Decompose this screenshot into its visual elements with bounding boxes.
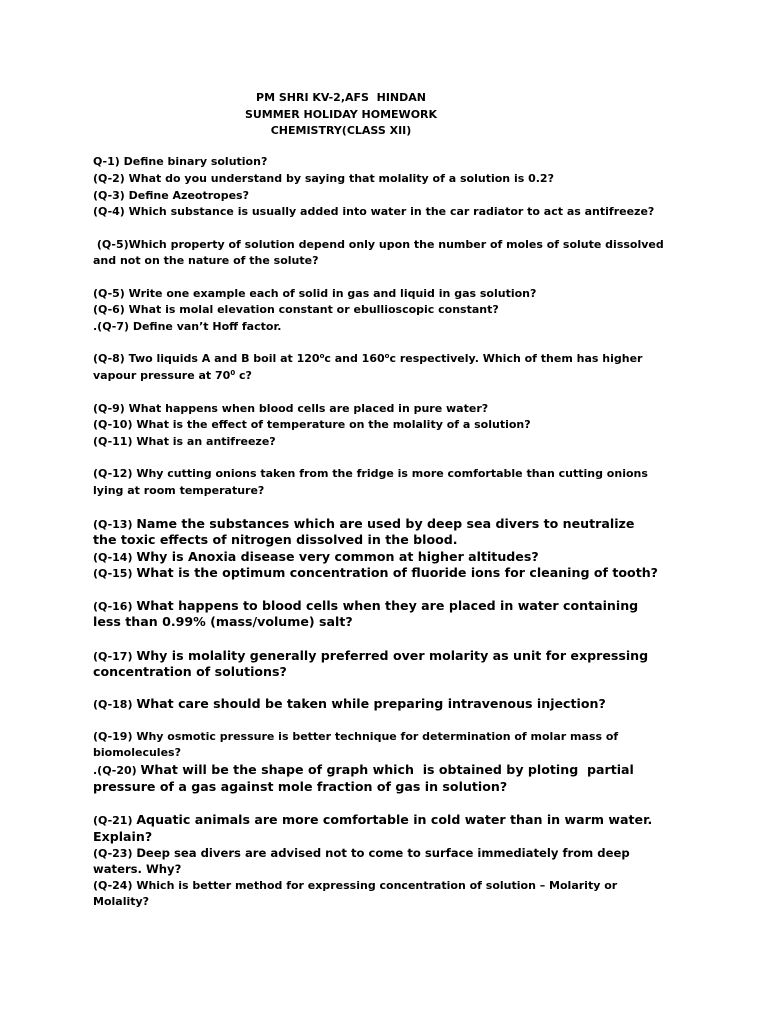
question-18: (Q-18) What care should be taken while preparing intravenous injection?: [93, 696, 606, 711]
question-4: (Q-4) Which substance is usually added into water in the car radiator to act as antifreeze?: [93, 205, 655, 218]
question-5a-line-1: (Q-5)Which property of solution depend only upon the number of moles of solute dissolved: [93, 238, 664, 251]
question-8-line-1: (Q-8) Two liquids A and B boil at 120$^o$c and 160$^o$c respectively. Which of them has higher: [93, 352, 643, 365]
question-15: (Q-15) What is the optimum concentration of fluoride ions for cleaning of tooth?: [93, 565, 658, 580]
question-8-line-2: vapour pressure at $70^0$ c?: [93, 369, 252, 382]
question-13-line-1: (Q-13) Name the substances which are used by deep sea divers to neutralize: [93, 516, 635, 531]
homework-title: SUMMER HOLIDAY HOMEWORK: [244, 107, 438, 121]
degree-symbol: o: [384, 352, 390, 360]
question-5b: (Q-5) Write one example each of solid in gas and liquid in gas solution?: [93, 287, 537, 300]
subject-title: CHEMISTRY(CLASS XII): [270, 124, 412, 137]
question-24-line-2: Molality?: [93, 895, 150, 908]
question-23-line-2: waters. Why?: [93, 862, 182, 876]
question-21-line-2: Explain?: [93, 829, 153, 844]
question-12-line-2: lying at room temperature?: [93, 484, 265, 497]
question-20-line-1: .(Q-20) What will be the shape of graph which is obtained by ploting partial: [93, 762, 634, 777]
question-6: (Q-6) What is molal elevation constant or ebullioscopic constant?: [93, 303, 499, 316]
question-5a-line-2: and not on the nature of the solute?: [93, 254, 319, 267]
question-23-line-1: (Q-23) Deep sea divers are advised not to come to surface immediately from deep: [93, 846, 630, 860]
question-19-line-1: (Q-19) Why osmotic pressure is better technique for determination of molar mass of: [93, 730, 619, 743]
degree-symbol: 0: [230, 369, 236, 377]
question-20-line-2: pressure of a gas against mole fraction of gas in solution?: [93, 779, 508, 794]
question-1: Q-1) Define binary solution?: [93, 155, 268, 168]
school-name: PM SHRI KV-2,AFS HINDAN: [256, 91, 426, 104]
question-19-line-2: biomolecules?: [93, 746, 181, 759]
question-11: (Q-11) What is an antifreeze?: [93, 435, 276, 448]
document-header: [0, 90, 682, 140]
degree-symbol: o: [319, 352, 325, 360]
question-24-line-1: (Q-24) Which is better method for expressing concentration of solution – Molarity or: [93, 879, 618, 892]
question-3: (Q-3) Define Azeotropes?: [93, 189, 249, 202]
question-21-line-1: (Q-21) Aquatic animals are more comfortable in cold water than in warm water.: [93, 812, 653, 827]
question-17-line-2: concentration of solutions?: [93, 664, 287, 679]
question-16-line-2: less than 0.99% (mass/volume) salt?: [93, 614, 353, 629]
question-10: (Q-10) What is the effect of temperature on the molality of a solution?: [93, 418, 531, 431]
question-14: (Q-14) Why is Anoxia disease very common at higher altitudes?: [93, 549, 539, 564]
question-17-line-1: (Q-17) Why is molality generally preferred over molarity as unit for expressing: [93, 648, 649, 663]
question-16-line-1: (Q-16) What happens to blood cells when they are placed in water containing: [93, 598, 639, 613]
question-2: (Q-2) What do you understand by saying that molality of a solution is 0.2?: [93, 172, 554, 185]
question-13-line-2: the toxic effects of nitrogen dissolved in the blood.: [93, 532, 458, 547]
question-7: .(Q-7) Define van’t Hoff factor.: [93, 320, 282, 333]
question-9: (Q-9) What happens when blood cells are placed in pure water?: [93, 402, 489, 415]
question-12-line-1: (Q-12) Why cutting onions taken from the fridge is more comfortable than cutting onions: [93, 467, 648, 480]
